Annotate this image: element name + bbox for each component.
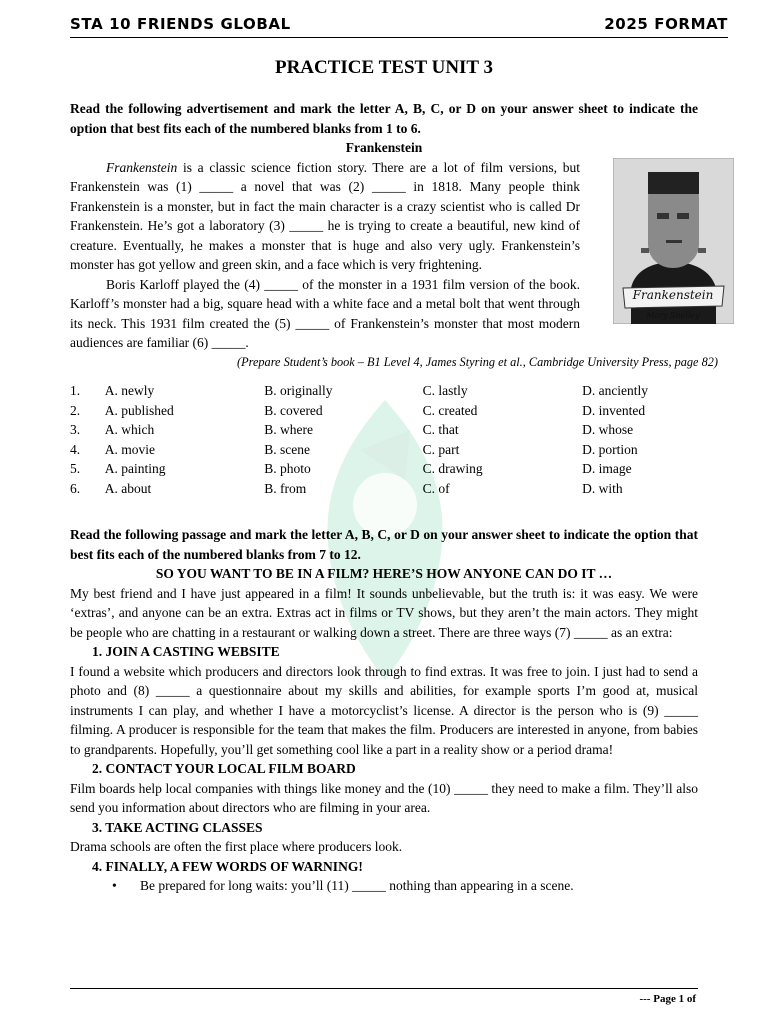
p1-italic-title: Frankenstein (106, 159, 178, 175)
option-d: D. image (582, 461, 632, 476)
warning-bullet (70, 876, 698, 896)
option-a: A. newly (104, 383, 155, 398)
question-row (70, 381, 698, 401)
source-citation: (Prepare Student’s book – B1 Level 4, James Styring et al., Cambridge University Press, page 82) (237, 354, 718, 369)
bullet-text: Be prepared for long waits: you’ll (11) _____ nothing than appearing in a scene. (140, 878, 574, 893)
question-number: 6. (70, 480, 81, 496)
footer-divider (70, 988, 698, 989)
option-d: D. whose (582, 422, 634, 437)
frankenstein-book-cover (613, 158, 734, 324)
question-row (70, 440, 698, 460)
cover-author: Mary Shelley (646, 310, 700, 320)
page-footer: --- Page 1 of (639, 993, 696, 1005)
section1-passage-title: Frankenstein (345, 140, 423, 155)
header-left: STA 10 FRIENDS GLOBAL (70, 14, 291, 33)
question-number: 3. (70, 422, 81, 437)
section1-instruction: Read the following advertisement and mark the letter A, B, C, or D on your answer sheet to indicate the option that best fits each of the numbered blanks from 1 to 6. (70, 101, 698, 136)
page-title: PRACTICE TEST UNIT 3 (274, 57, 494, 78)
option-a: A. published (104, 402, 174, 418)
section2-instruction: Read the following passage and mark the letter A, B, C, or D on your answer sheet to indicate the option that best fits each of the numbered blanks from 7 to 12. (70, 527, 698, 562)
question-row (70, 401, 698, 421)
subheading-3: 3. TAKE ACTING CLASSES (92, 819, 263, 835)
question-number: 5. (70, 461, 81, 476)
section-2 (70, 525, 698, 896)
section2-passage-title: SO YOU WANT TO BE IN A FILM? HERE’S HOW ANYONE CAN DO IT … (155, 566, 613, 581)
option-c: C. drawing (422, 461, 483, 476)
option-b: B. covered (264, 402, 323, 418)
option-d: D. portion (582, 441, 638, 457)
question-row (70, 459, 698, 479)
option-a: A. movie (104, 441, 156, 457)
section1-paragraph-1 (70, 158, 698, 275)
question-row (70, 420, 698, 440)
question-number: 2. (70, 402, 81, 418)
section1-paragraph-2: Boris Karloff played the (4) _____ of the monster in a 1931 film version of the book. Karloff’s monster had a big, square head with a white face and a metal bolt that went through its neck. This 1931 film created the (5) _____ of Frankenstein’s monster that most modern audiences are familiar (6) _____. (70, 276, 580, 350)
section-1 (70, 99, 718, 498)
option-b: B. photo (264, 461, 311, 476)
subheading-1: 1. JOIN A CASTING WEBSITE (92, 644, 280, 659)
subheading-4: 4. FINALLY, A FEW WORDS OF WARNING! (92, 858, 363, 874)
option-b: B. scene (264, 441, 310, 457)
p1-text: is a classic science fiction story. There are a lot of film versions, but Frankenstein was (1) _____ a novel that was (2) _____ in 1818. Many people think Frankenstein is a monster, but in fact the main character is a crazy scientist who is called Dr Frankenstein. He’s got a laboratory (3) _____ he is trying to create a beautiful, new kind of creature. Eventually, he makes a monster that is huge and also very ugly. Frankenstein’s monster has got yellow and green skin, and a face which is very frightening. (70, 159, 580, 272)
option-b: B. where (264, 422, 313, 437)
section2-intro: My best friend and I have just appeared in a film! It sounds unbelievable, but the truth is: it was easy. We were ‘extras’, and anyone can be an extra. Extras act in films or TV shows, but they aren’t the main actors. They might be people who are chatting in a restaurant or walking down a street. There are three ways (7) _____ as an extra: (70, 585, 698, 640)
bullet-icon: • (112, 878, 117, 893)
option-a: A. which (104, 422, 155, 437)
header-right: 2025 FORMAT (604, 14, 728, 33)
option-a: A. about (104, 480, 152, 496)
subheading-2-text: Film boards help local companies with things like money and the (10) _____ they need to make a film. They’ll also send you information about directors who are filming in your area. (70, 780, 698, 815)
cover-title: Frankenstein (632, 287, 714, 302)
option-c: C. created (422, 402, 478, 418)
option-c: C. of (422, 480, 450, 496)
option-c: C. part (422, 441, 460, 457)
answer-options-table (70, 381, 698, 498)
option-c: C. lastly (422, 383, 468, 398)
option-c: C. that (422, 422, 459, 437)
option-d: D. invented (582, 402, 646, 418)
question-number: 4. (70, 441, 81, 457)
option-a: A. painting (104, 461, 166, 476)
page-header (70, 16, 728, 38)
option-d: D. with (582, 480, 623, 496)
option-b: B. from (264, 480, 307, 496)
option-b: B. originally (264, 383, 333, 398)
option-d: D. anciently (582, 383, 649, 398)
subheading-2: 2. CONTACT YOUR LOCAL FILM BOARD (92, 761, 356, 776)
subheading-1-text: I found a website which producers and directors look through to find extras. It was free to join. I just had to send a photo and (8) _____ a questionnaire about my skills and abilities, for example sports I’m good at, musical instruments I can play, and whether I have a motorcyclist’s license. A director is the person who is (9) _____ filming. A producer is responsible for the team that makes the film. Producers are interested in anyone, from babies to grandparents. Hopefully, you’ll get something cool like a part in a reality show or a period drama! (70, 663, 698, 757)
subheading-3-text: Drama schools are often the first place where producers look. (70, 839, 403, 854)
question-number: 1. (70, 383, 81, 398)
question-row (70, 479, 698, 499)
